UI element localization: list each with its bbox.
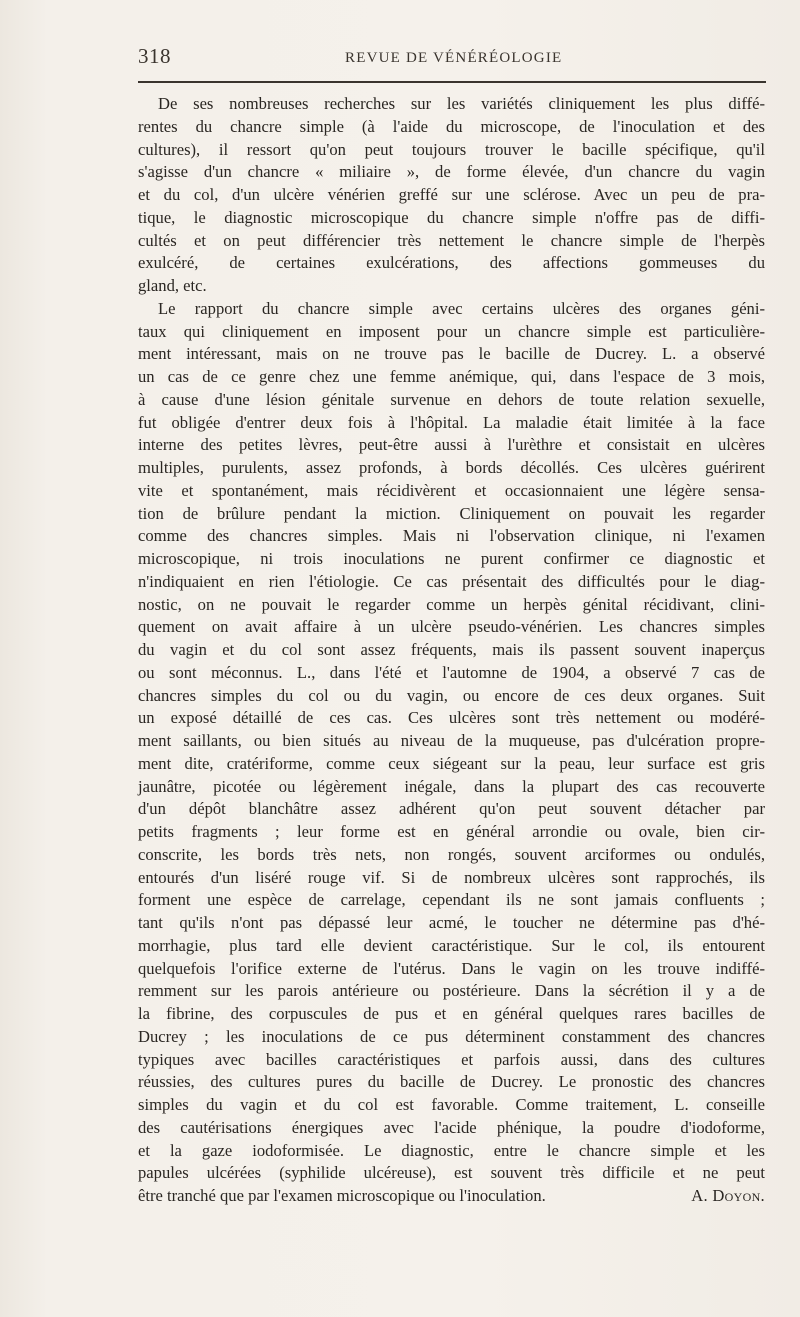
final-line-text: être tranché que par l'examen microscopique ou l'inoculation. [138,1186,546,1205]
text-line: vite et spontanément, mais récidivèrent et occasionnaient une légère sensa- [138,480,765,500]
text-line: simples du vagin et du col est favorable. Comme traitement, L. conseille [138,1095,765,1114]
body-text [138,93,765,1208]
text-line: remment sur les parois antérieure ou postérieure. Dans la sécrétion il y a de [138,981,765,1001]
page-header [138,44,766,74]
text-line: Ducrey ; les inoculations de ce pus déterminent constamment des chancres [138,1026,765,1046]
text-line: et la gaze iodoformisée. Le diagnostic, entre le chancre simple et les [138,1140,765,1160]
text-line: quelquefois l'orifice externe de l'utérus. Dans le vagin on les trouve indiffé- [138,958,765,978]
text-line: réussies, des cultures pures du bacille de Ducrey. Le pronostic des chancres [138,1072,765,1092]
text-line: tique, le diagnostic microscopique du chancre simple n'offre pas de diffi- [138,207,765,227]
text-line: n'indiquaient en rien l'étiologie. Ce cas présentait des difficultés pour le diag- [138,571,765,591]
text-line: multiples, purulents, assez profonds, à bords décollés. Ces ulcères guérirent [138,458,765,477]
text-line: gland, etc. [138,276,207,295]
text-line: jaunâtre, picotée ou légèrement inégale, dans la plupart des cas recouverte [138,776,765,796]
text-line: petits fragments ; leur forme est en général arrondie ou ovale, bien cir- [138,822,765,841]
text-line: conscrite, les bords très nets, non rongés, souvent arciformes ou ondulés, [138,844,765,864]
text-line: taux qui cliniquement en imposent pour un chancre simple est particulière- [138,321,765,341]
text-line: cultures), il ressort qu'on peut toujours trouver le bacille spécifique, qu'il [138,139,765,159]
text-line: ment saillants, ou bien situés au niveau de la muqueuse, pas d'ulcération propre- [138,731,765,750]
text-line: cultés et on peut différencier très nettement le chancre simple de l'herpès [138,230,765,250]
text-line: tant qu'ils n'ont pas dépassé leur acmé, le toucher ne détermine pas d'hé- [138,913,765,932]
text-line: exulcéré, de certaines exulcérations, des affections gommeuses du [138,253,765,273]
text-line: quement on avait affaire à un ulcère pseudo-vénérien. Les chancres simples [138,617,765,637]
text-line: entourés d'un liséré rouge vif. Si de nombreux ulcères sont rapprochés, ils [138,867,765,887]
text-line: typiques avec bacilles caractéristiques et parfois aussi, dans des cultures [138,1049,765,1069]
text-line: la fibrine, des corpuscules de pus et en général quelques rares bacilles de [138,1004,765,1023]
text-line: chancres simples du col ou du vagin, ou encore de ces deux organes. Suit [138,685,765,705]
text-line: un exposé détaillé de ces cas. Ces ulcères sont très nettement ou modéré- [138,708,765,728]
page-number: 318 [138,44,171,68]
text-line: microscopique, ni trois inoculations ne purent confirmer ce diagnostic et [138,549,765,568]
text-line: un cas de ce genre chez une femme anémique, qui, dans l'espace de 3 mois, [138,367,765,386]
text-line: forment une espèce de carrelage, cependant ils ne sont jamais confluents ; [138,890,765,910]
text-line: tion de brûlure pendant la miction. Cliniquement on pouvait les regarder [138,503,765,523]
text-line: ou sont méconnus. L., dans l'été et l'automne de 1904, a observé 7 cas de [138,662,765,682]
text-line: Le rapport du chancre simple avec certains ulcères des organes géni- [158,298,765,318]
author-signature: A. Doyon. [691,1186,765,1205]
final-line [138,1185,765,1208]
text-line: ment intéressant, mais on ne trouve pas le bacille de Ducrey. L. a observé [138,344,765,364]
running-title: REVUE DE VÉNÉRÉOLOGIE [345,50,563,66]
text-line: comme des chancres simples. Mais ni l'observation clinique, ni l'examen [138,526,765,546]
text-line: papules ulcérées (syphilide ulcéreuse), est souvent très difficile et ne peut [138,1163,765,1183]
header-rule [138,81,766,83]
text-line: d'un dépôt blanchâtre assez adhérent qu'on peut souvent détacher par [138,799,765,819]
text-line: interne des petites lèvres, peut-être aussi à l'urèthre et consistait en ulcères [138,435,765,455]
text-line: De ses nombreuses recherches sur les variétés cliniquement les plus diffé- [158,94,765,113]
text-line: ment dite, cratériforme, comme ceux siégeant sur la peau, leur surface est gris [138,753,765,773]
text-line: nostic, on ne pouvait le regarder comme un herpès génital récidivant, clini- [138,594,765,614]
text-line: et du col, d'un ulcère vénérien greffé sur une sclérose. Avec un peu de pra- [138,185,765,204]
text-line: du vagin et du col sont assez fréquents, mais ils passent souvent inaperçus [138,640,765,659]
text-line: à cause d'une lésion génitale survenue en dehors de toute relation sexuelle, [138,389,765,409]
text-line: fut obligée d'entrer deux fois à l'hôpital. La maladie était limitée à la face [138,412,765,432]
text-line: s'agisse d'un chancre « miliaire », de forme élevée, d'un chancre du vagin [138,162,765,182]
text-line: des cautérisations énergiques avec l'acide phénique, la poudre d'iodoforme, [138,1117,765,1137]
text-line: rentes du chancre simple (à l'aide du microscope, de l'inoculation et des [138,116,765,136]
text-line: morrhagie, plus tard elle devient caractéristique. Sur le col, ils entourent [138,935,765,955]
